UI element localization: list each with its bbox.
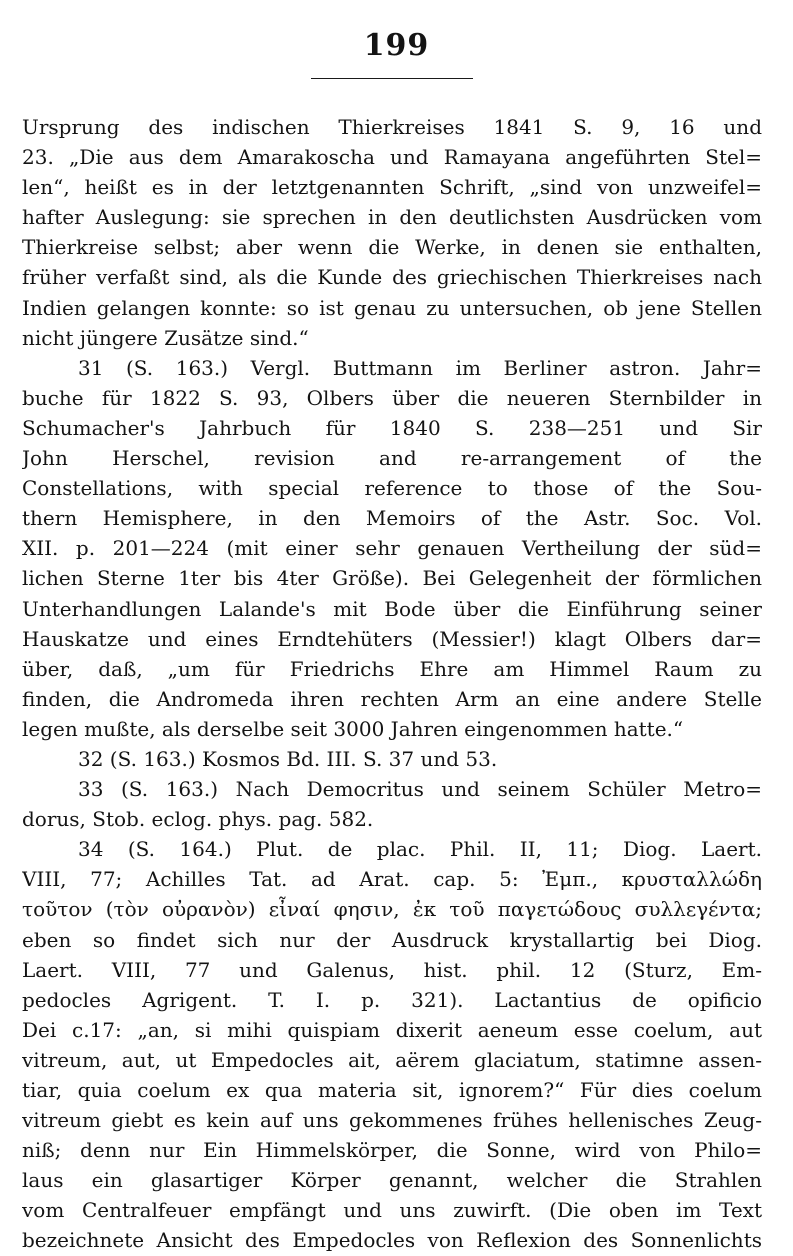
text-line: laus ein glasartiger Körper genannt, welcher die Strahlen [22, 1168, 762, 1193]
text-line: 32 (S. 163.) Kosmos Bd. III. S. 37 und 53. [78, 746, 498, 771]
text-line: vitreum, aut, ut Empedocles ait, aërem glaciatum, statimne assen- [22, 1047, 762, 1072]
text-line: finden, die Andromeda ihren rechten Arm an eine andere Stelle [22, 686, 762, 711]
text-line: Thierkreise selbst; aber wenn die Werke, in denen sie enthalten, [22, 235, 762, 260]
text-line: Unterhandlungen Lalande's mit Bode über die Einführung seiner [22, 596, 762, 621]
header-rule [311, 78, 473, 79]
text-line: 23. „Die aus dem Amarakoscha und Ramayana angeführten Stel= [22, 145, 762, 170]
text-line: XII. p. 201—224 (mit einer sehr genauen Vertheilung der süd= [22, 536, 762, 561]
text-line: über, daß, „um für Friedrichs Ehre am Himmel Raum zu [22, 656, 762, 681]
text-line: hafter Auslegung: sie sprechen in den deutlichsten Ausdrücken vom [22, 205, 762, 230]
text-line: buche für 1822 S. 93, Olbers über die neueren Sternbilder in [22, 385, 762, 410]
text-line: früher verfaßt sind, als die Kunde des griechischen Thierkreises nach [22, 265, 762, 290]
text-line: legen mußte, als derselbe seit 3000 Jahren eingenommen hatte.“ [22, 716, 684, 741]
page-number: 199 [363, 28, 430, 63]
text-line: Schumacher's Jahrbuch für 1840 S. 238—251 und Sir [22, 415, 762, 440]
text-line: 33 (S. 163.) Nach Democritus und seinem Schüler Metro= [78, 777, 762, 802]
text-line: bezeichnete Ansicht des Empedocles von Reflexion des Sonnenlichts [22, 1228, 762, 1253]
text-line: nicht jüngere Zusätze sind.“ [22, 325, 309, 350]
text-line: Ursprung des indischen Thierkreises 1841 S. 9, 16 und [22, 115, 762, 139]
text-line: thern Hemisphere, in den Memoirs of the Astr. Soc. Vol. [22, 506, 762, 531]
text-line: Hauskatze und eines Erndtehüters (Messier!) klagt Olbers dar= [22, 626, 762, 651]
text-line: tiar, quia coelum ex qua materia sit, ignorem?“ Für dies coelum [22, 1078, 762, 1102]
text-line: niß; denn nur Ein Himmelskörper, die Sonne, wird von Philo= [22, 1138, 762, 1163]
text-line: Dei c.17: „an, si mihi quispiam dixerit aeneum esse coelum, aut [22, 1017, 762, 1042]
text-line: Indien gelangen konnte: so ist genau zu untersuchen, ob jene Stellen [22, 295, 762, 320]
text-line: 31 (S. 163.) Vergl. Buttmann im Berliner astron. Jahr= [78, 355, 762, 380]
text-line: len“, heißt es in der letztgenannten Schrift, „sind von unzweifel= [22, 175, 762, 200]
text-line: VIII, 77; Achilles Tat. ad Arat. cap. 5: Ἐμπ., κρυσταλλώδη [22, 867, 762, 892]
text-line: vom Centralfeuer empfängt und uns zuwirft. (Die oben im Text [22, 1198, 762, 1223]
text-line: τοῦτον (τὸν οὐρανὸν) εἶναί φησιν, ἐκ τοῦ παγετώδους συλλεγέντα; [22, 897, 762, 922]
text-line: Laert. VIII, 77 und Galenus, hist. phil. 12 (Sturz, Em- [22, 957, 762, 982]
text-line: John Herschel, revision and re-arrangement of the [22, 446, 762, 471]
text-line: dorus, Stob. eclog. phys. pag. 582. [22, 807, 374, 832]
text-line: vitreum giebt es kein auf uns gekommenes frühes hellenisches Zeug- [22, 1108, 762, 1133]
text-line: Constellations, with special reference to those of the Sou- [22, 476, 762, 501]
text-line: lichen Sterne 1ter bis 4ter Größe). Bei Gelegenheit der förmlichen [22, 566, 762, 591]
footnote-text-block [22, 112, 762, 1256]
text-line: eben so findet sich nur der Ausdruck krystallartig bei Diog. [22, 927, 762, 952]
text-line: 34 (S. 164.) Plut. de plac. Phil. II, 11; Diog. Laert. [78, 837, 762, 862]
text-line: pedocles Agrigent. T. I. p. 321). Lactantius de opificio [22, 987, 762, 1012]
